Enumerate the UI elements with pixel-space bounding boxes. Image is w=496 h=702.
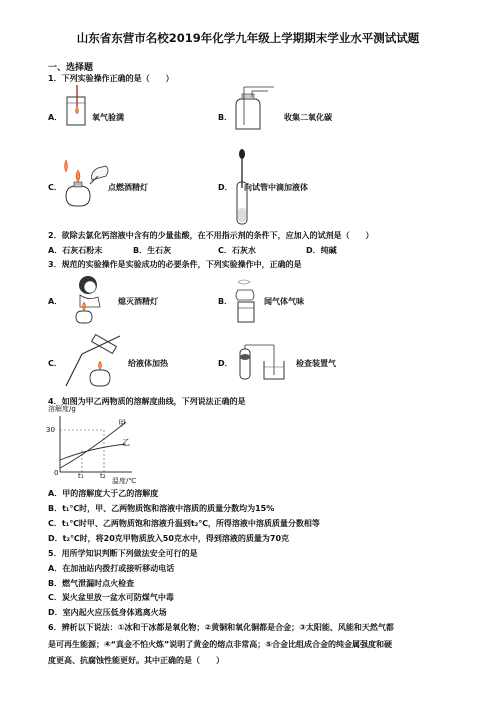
q4-option-b: B．t₁℃时，甲、乙两物质饱和溶液中溶质的质量分数均为15% (48, 504, 275, 513)
q5-option-c: C．炭火盆里放一盆水可防煤气中毒 (48, 593, 174, 602)
chart-x-tick-t1: t₁ (78, 472, 84, 480)
chart-x-unit: 温度/℃ (112, 477, 137, 485)
heating-liquid-illustration (62, 330, 126, 390)
chart-y-tick-30: 30 (46, 426, 55, 434)
chart-ylabel: 溶解度/g (48, 405, 76, 413)
q3-option-d-text: 检查装置气 (296, 359, 336, 368)
q3-option-d-letter: D． (218, 359, 233, 368)
q2-option-b: B．生石灰 (133, 246, 172, 255)
question-2-stem: 2．欲除去氯化钙溶液中含有的少量盐酸，在不用指示剂的条件下，应加入的试剂是（ ） (48, 231, 374, 240)
question-6-line-1: 6．辨析以下说法：①冰和干冰都是氧化物；②黄铜和氧化铜都是合金；③太阳能、风能和天然气都 (48, 623, 394, 632)
blowing-out-lamp-illustration (70, 273, 122, 325)
chart-x-tick-t2: t₂ (100, 472, 106, 480)
section-heading: 一、选择题 (48, 63, 94, 73)
q3-option-a-letter: A． (48, 297, 63, 306)
question-5-stem: 5．用所学知识判断下列做法安全可行的是 (48, 549, 198, 558)
q1-option-b-text: 收集二氧化碳 (284, 113, 332, 122)
q4-option-c: C．t₁℃时甲、乙两物质饱和溶液升温到t₂℃，所得溶液中溶质质量分数相等 (48, 519, 320, 528)
series-yi-curve (60, 444, 126, 460)
q4-option-a: A．甲的溶解度大于乙的溶解度 (48, 489, 159, 498)
q1-option-a-text: 氧气验满 (92, 113, 124, 122)
q1-option-d-text: 向试管中滴加液体 (244, 183, 308, 192)
series-label-jia: 甲 (118, 419, 126, 428)
q1-option-d-letter: D． (218, 183, 233, 192)
question-3-stem: 3．规范的实验操作是实验成功的必要条件，下列实验操作中，正确的是 (48, 260, 302, 269)
q1-option-c-letter: C． (48, 183, 62, 192)
airtightness-check-illustration (234, 343, 290, 383)
smelling-gas-illustration (232, 278, 262, 324)
q3-option-a-text: 熄灭酒精灯 (118, 297, 158, 306)
question-6-line-2: 是可再生能源；④“真金不怕火炼”说明了黄金的熔点非常高；⑤合金比组成合金的纯金属强度和硬 (48, 640, 393, 649)
q1-option-a-letter: A． (48, 113, 63, 122)
series-label-yi: 乙 (122, 438, 130, 447)
question-1-stem: 1．下列实验操作正确的是（ ） (48, 74, 174, 83)
question-4-stem: 4．如图为甲乙两物质的溶解度曲线，下列说法正确的是 (48, 397, 246, 406)
q3-option-c-text: 给液体加热 (128, 359, 168, 368)
alcohol-lamp-lighting-illustration (62, 158, 112, 210)
q2-option-c: C．石灰水 (218, 246, 256, 255)
q5-option-a: A．在加油站内拨打或接听移动电话 (48, 564, 175, 573)
oxygen-check-illustration (63, 83, 93, 129)
q2-option-a: A．石灰石粉末 (48, 246, 103, 255)
q5-option-d: D．室内起火应压低身体逃离火场 (48, 608, 167, 617)
q2-option-d: D．纯碱 (306, 246, 337, 255)
chart-origin: 0 (54, 469, 59, 477)
q4-option-d: D．t₂℃时，将20克甲物质放入50克水中，得到溶液的质量为70克 (48, 534, 290, 543)
page-title: 山东省东营市名校2019年化学九年级上学期期末学业水平测试试题 (76, 31, 420, 45)
q3-option-c-letter: C． (48, 359, 62, 368)
co2-collection-illustration (232, 85, 278, 133)
q1-option-c-text: 点燃酒精灯 (108, 183, 148, 192)
q1-option-b-letter: B． (218, 113, 233, 122)
q3-option-b-letter: B． (218, 297, 233, 306)
q3-option-b-text: 闻气体气味 (264, 297, 304, 306)
question-6-line-3: 度更高、抗腐蚀性能更好。其中正确的是（ ） (48, 656, 224, 665)
q5-option-b: B．燃气泄漏时点火检查 (48, 579, 135, 588)
